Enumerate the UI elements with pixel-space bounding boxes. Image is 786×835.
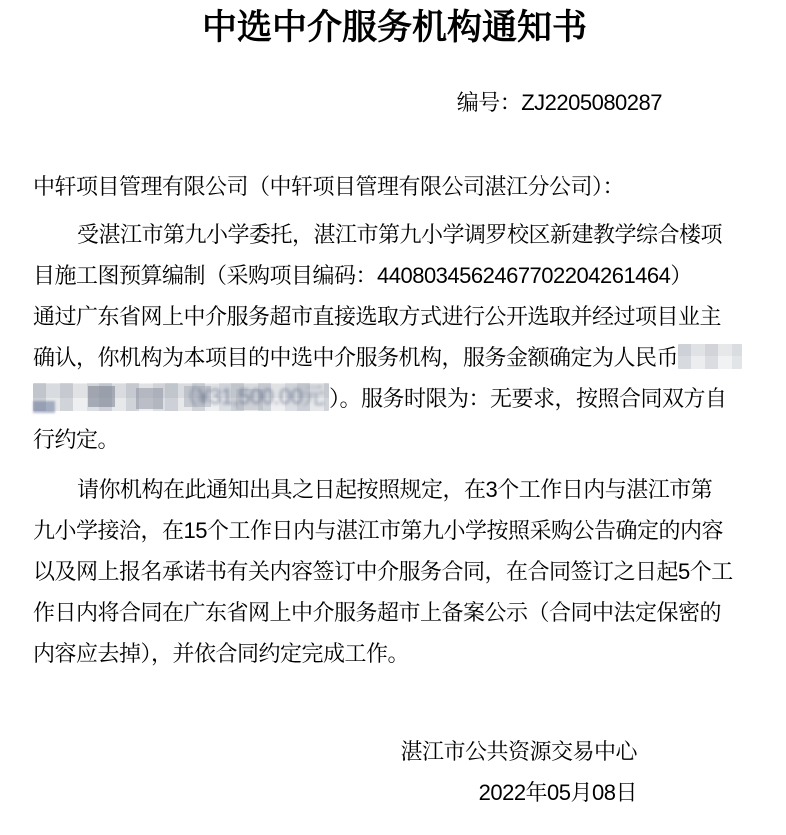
doc-number-row — [33, 86, 756, 120]
body-line: 作日内将合同在广东省网上中介服务超市上备案公示（合同中法定保密的 — [33, 600, 722, 625]
notice-document-page — [0, 6, 786, 835]
line-text: 确认，你机构为本项目的中选中介服务机构，服务金额确定为人民币 — [33, 345, 679, 370]
signature-date: 2022年05月08日 — [478, 780, 637, 805]
body-line: 九小学接洽，在15个工作日内与湛江市第九小学按照采购公告确定的内容 — [33, 518, 723, 543]
redaction-block-large — [33, 383, 329, 411]
signature-org: 湛江市公共资源交易中心 — [400, 739, 637, 764]
doc-number-value: ZJ2205080287 — [521, 90, 662, 115]
document-title: 中选中介服务机构通知书 — [201, 8, 587, 47]
body-line: 内容应去掉），并依合同约定完成工作。 — [33, 641, 410, 666]
body-line: 行约定。 — [33, 427, 120, 452]
paragraph-1 — [33, 214, 756, 460]
body-line: 请你机构在此通知出具之日起按照规定，在3个工作日内与湛江市第 — [77, 477, 713, 502]
body-line: 目施工图预算编制（采购项目编码：4408034562467702204261464） — [33, 263, 692, 288]
redacted-amount-text: （¥31,500.00元 — [175, 384, 324, 409]
addressee-line: 中轩项目管理有限公司（中轩项目管理有限公司湛江分公司）： — [33, 174, 625, 199]
body-line-with-redaction — [33, 378, 756, 419]
body-line: 受湛江市第九小学委托，湛江市第九小学调罗校区新建教学综合楼项 — [77, 222, 723, 247]
body-line: 以及网上报名承诺书有关内容签订中介服务合同，在合同签订之日起5个工 — [33, 559, 733, 584]
signature-block — [33, 731, 756, 813]
body-line: 通过广东省网上中介服务超市直接选取方式进行公开选取并经过项目业主 — [33, 304, 722, 329]
line-text: ）。服务时限为：无要求，按照合同双方自 — [329, 386, 727, 411]
redaction-block-small — [678, 344, 742, 369]
doc-number-label: 编号： — [456, 90, 522, 115]
paragraph-2 — [33, 469, 756, 674]
body-line-with-redaction — [33, 337, 756, 378]
